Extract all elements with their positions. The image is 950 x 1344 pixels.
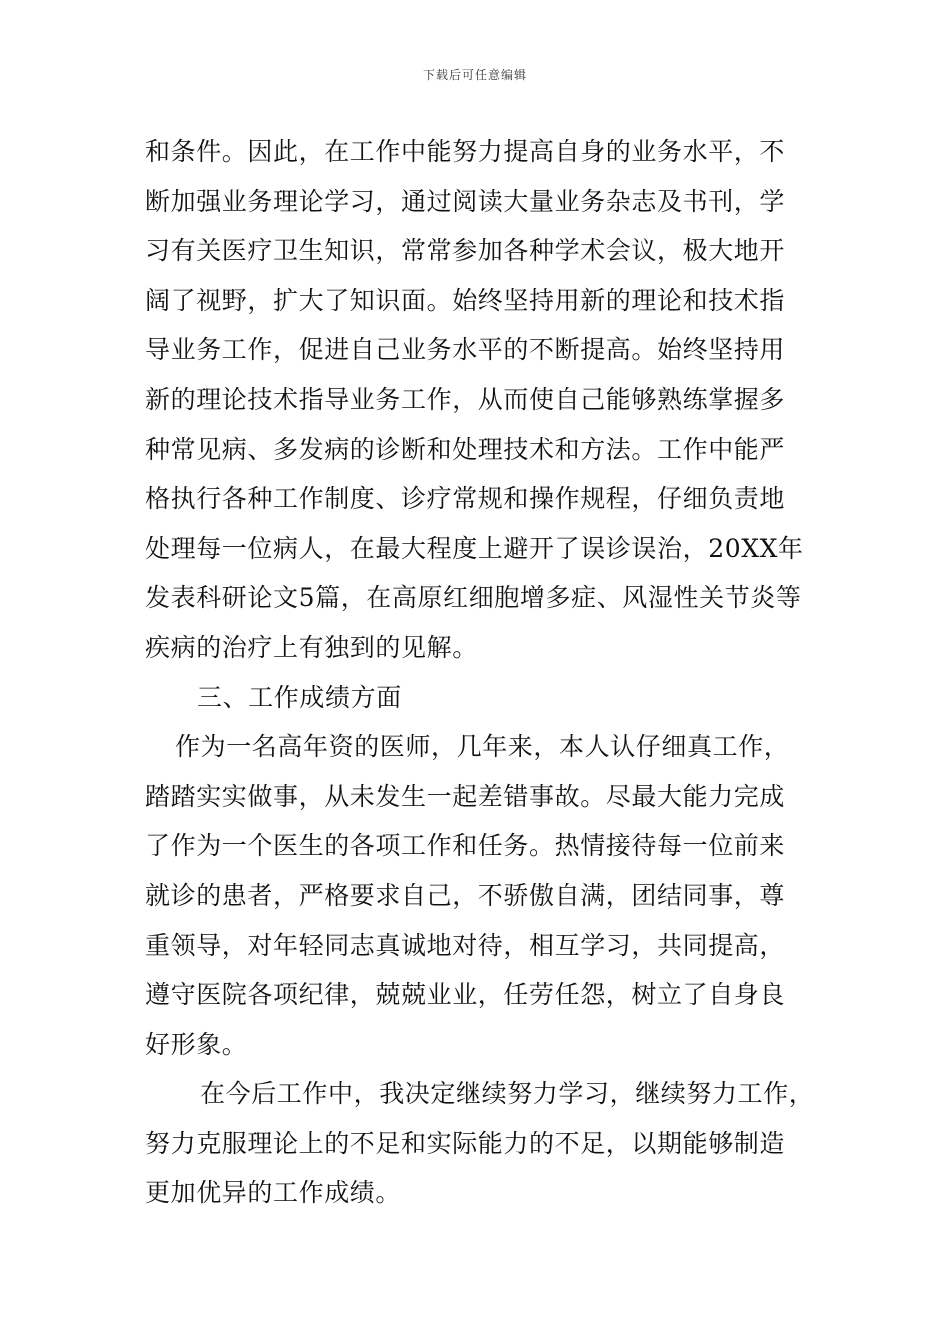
text-line: 重领导，对年轻同志真诚地对待，相互学习，共同提高，	[145, 930, 786, 960]
text-line: 好形象。	[145, 1029, 248, 1059]
text-line: 努力克服理论上的不足和实际能力的不足，以期能够制造	[145, 1128, 786, 1158]
text-line: 阔了视野，扩大了知识面。始终坚持用新的理论和技术指	[145, 285, 786, 315]
text-line: 导业务工作，促进自己业务水平的不断提高。始终坚持用	[145, 335, 786, 365]
text-line: 处理每一位病人，在最大程度上避开了误诊误治，20XX年	[145, 533, 804, 563]
text-line: 遵守医院各项纪律，兢兢业业，任劳任怨，树立了自身良	[145, 980, 786, 1010]
paragraph-first-line: 在今后工作中，我决定继续努力学习，继续努力工作，	[200, 1079, 815, 1109]
text-line: 新的理论技术指导业务工作，从而使自己能够熟练掌握多	[145, 384, 786, 414]
text-line: 疾病的治疗上有独到的见解。	[145, 632, 478, 662]
section-heading: 三、工作成绩方面	[197, 682, 402, 712]
text-line: 更加优异的工作成绩。	[145, 1178, 402, 1208]
paragraph-first-line: 作为一名高年资的医师，几年来，本人认仔细真工作，	[175, 732, 790, 762]
text-line: 和条件。因此，在工作中能努力提高自身的业务水平，不	[145, 137, 786, 166]
document-body	[145, 127, 815, 1218]
text-line: 格执行各种工作制度、诊疗常规和操作规程，仔细负责地	[145, 484, 786, 514]
text-line: 发表科研论文5篇，在高原红细胞增多症、风湿性关节炎等	[145, 583, 802, 613]
text-line: 踏踏实实做事，从未发生一起差错事故。尽最大能力完成	[145, 781, 786, 811]
text-line: 习有关医疗卫生知识，常常参加各种学术会议，极大地开	[145, 236, 786, 266]
text-line: 就诊的患者，严格要求自己，不骄傲自满，团结同事，尊	[145, 880, 786, 910]
header-note: 下载后可任意编辑	[422, 68, 527, 82]
text-line: 断加强业务理论学习，通过阅读大量业务杂志及书刊，学	[145, 186, 786, 216]
text-line: 了作为一个医生的各项工作和任务。热情接待每一位前来	[145, 831, 786, 861]
text-line: 种常见病、多发病的诊断和处理技术和方法。工作中能严	[145, 434, 786, 464]
